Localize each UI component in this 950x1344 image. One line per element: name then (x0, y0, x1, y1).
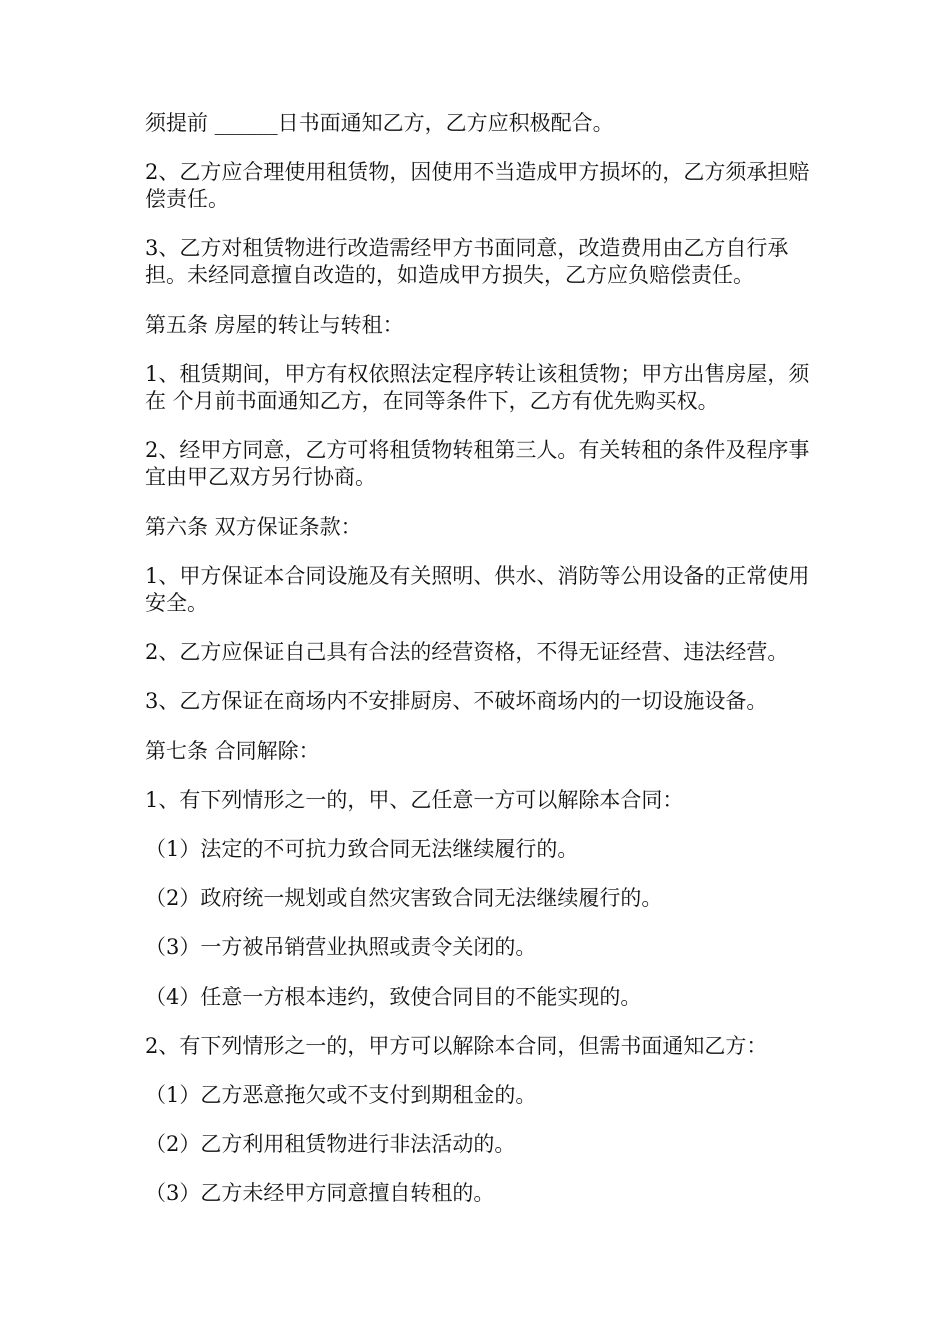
clause-4-item-3: 3、乙方对租赁物进行改造需经甲方书面同意，改造费用由乙方自行承担。未经同意擅自改造的，如造成甲方损失，乙方应负赔偿责任。 (145, 236, 789, 287)
clause-6-item-2: 2、乙方应保证自己具有合法的经营资格，不得无证经营、违法经营。 (145, 640, 789, 664)
clause-7-heading: 第七条 合同解除： (145, 739, 320, 763)
clause-7-item-1-sub-1: （1）法定的不可抗力致合同无法继续履行的。 (145, 837, 579, 861)
clause-6-heading: 第六条 双方保证条款： (145, 515, 362, 539)
clause-7-item-1: 1、有下列情形之一的，甲、乙任意一方可以解除本合同： (145, 788, 684, 812)
clause-7-item-2: 2、有下列情形之一的，甲方可以解除本合同，但需书面通知乙方： (145, 1034, 768, 1058)
document-body (145, 110, 825, 1207)
clause-7-item-1-sub-2: （2）政府统一规划或自然灾害致合同无法继续履行的。 (145, 886, 663, 910)
paragraph-notice-continuation: 须提前 ______日书面通知乙方，乙方应积极配合。 (145, 111, 614, 135)
clause-5-item-1: 1、租赁期间，甲方有权依照法定程序转让该租赁物；甲方出售房屋，须在 个月前书面通知乙方，在同等条件下，乙方有优先购买权。 (145, 362, 810, 413)
clause-5-heading: 第五条 房屋的转让与转租： (145, 313, 404, 337)
clause-6-item-1: 1、甲方保证本合同设施及有关照明、供水、消防等公用设备的正常使用安全。 (145, 564, 810, 615)
clause-7-item-2-sub-2: （2）乙方利用租赁物进行非法活动的。 (145, 1132, 516, 1156)
clause-7-item-1-sub-3: （3）一方被吊销营业执照或责令关闭的。 (145, 935, 537, 959)
clause-5-item-2: 2、经甲方同意，乙方可将租赁物转租第三人。有关转租的条件及程序事宜由甲乙双方另行协商。 (145, 438, 810, 489)
clause-7-item-1-sub-4: （4）任意一方根本违约，致使合同目的不能实现的。 (145, 985, 642, 1009)
clause-4-item-2: 2、乙方应合理使用租赁物，因使用不当造成甲方损坏的，乙方须承担赔偿责任。 (145, 160, 810, 211)
clause-6-item-3: 3、乙方保证在商场内不安排厨房、不破坏商场内的一切设施设备。 (145, 689, 768, 713)
clause-7-item-2-sub-3: （3）乙方未经甲方同意擅自转租的。 (145, 1181, 495, 1205)
clause-7-item-2-sub-1: （1）乙方恶意拖欠或不支付到期租金的。 (145, 1083, 537, 1107)
